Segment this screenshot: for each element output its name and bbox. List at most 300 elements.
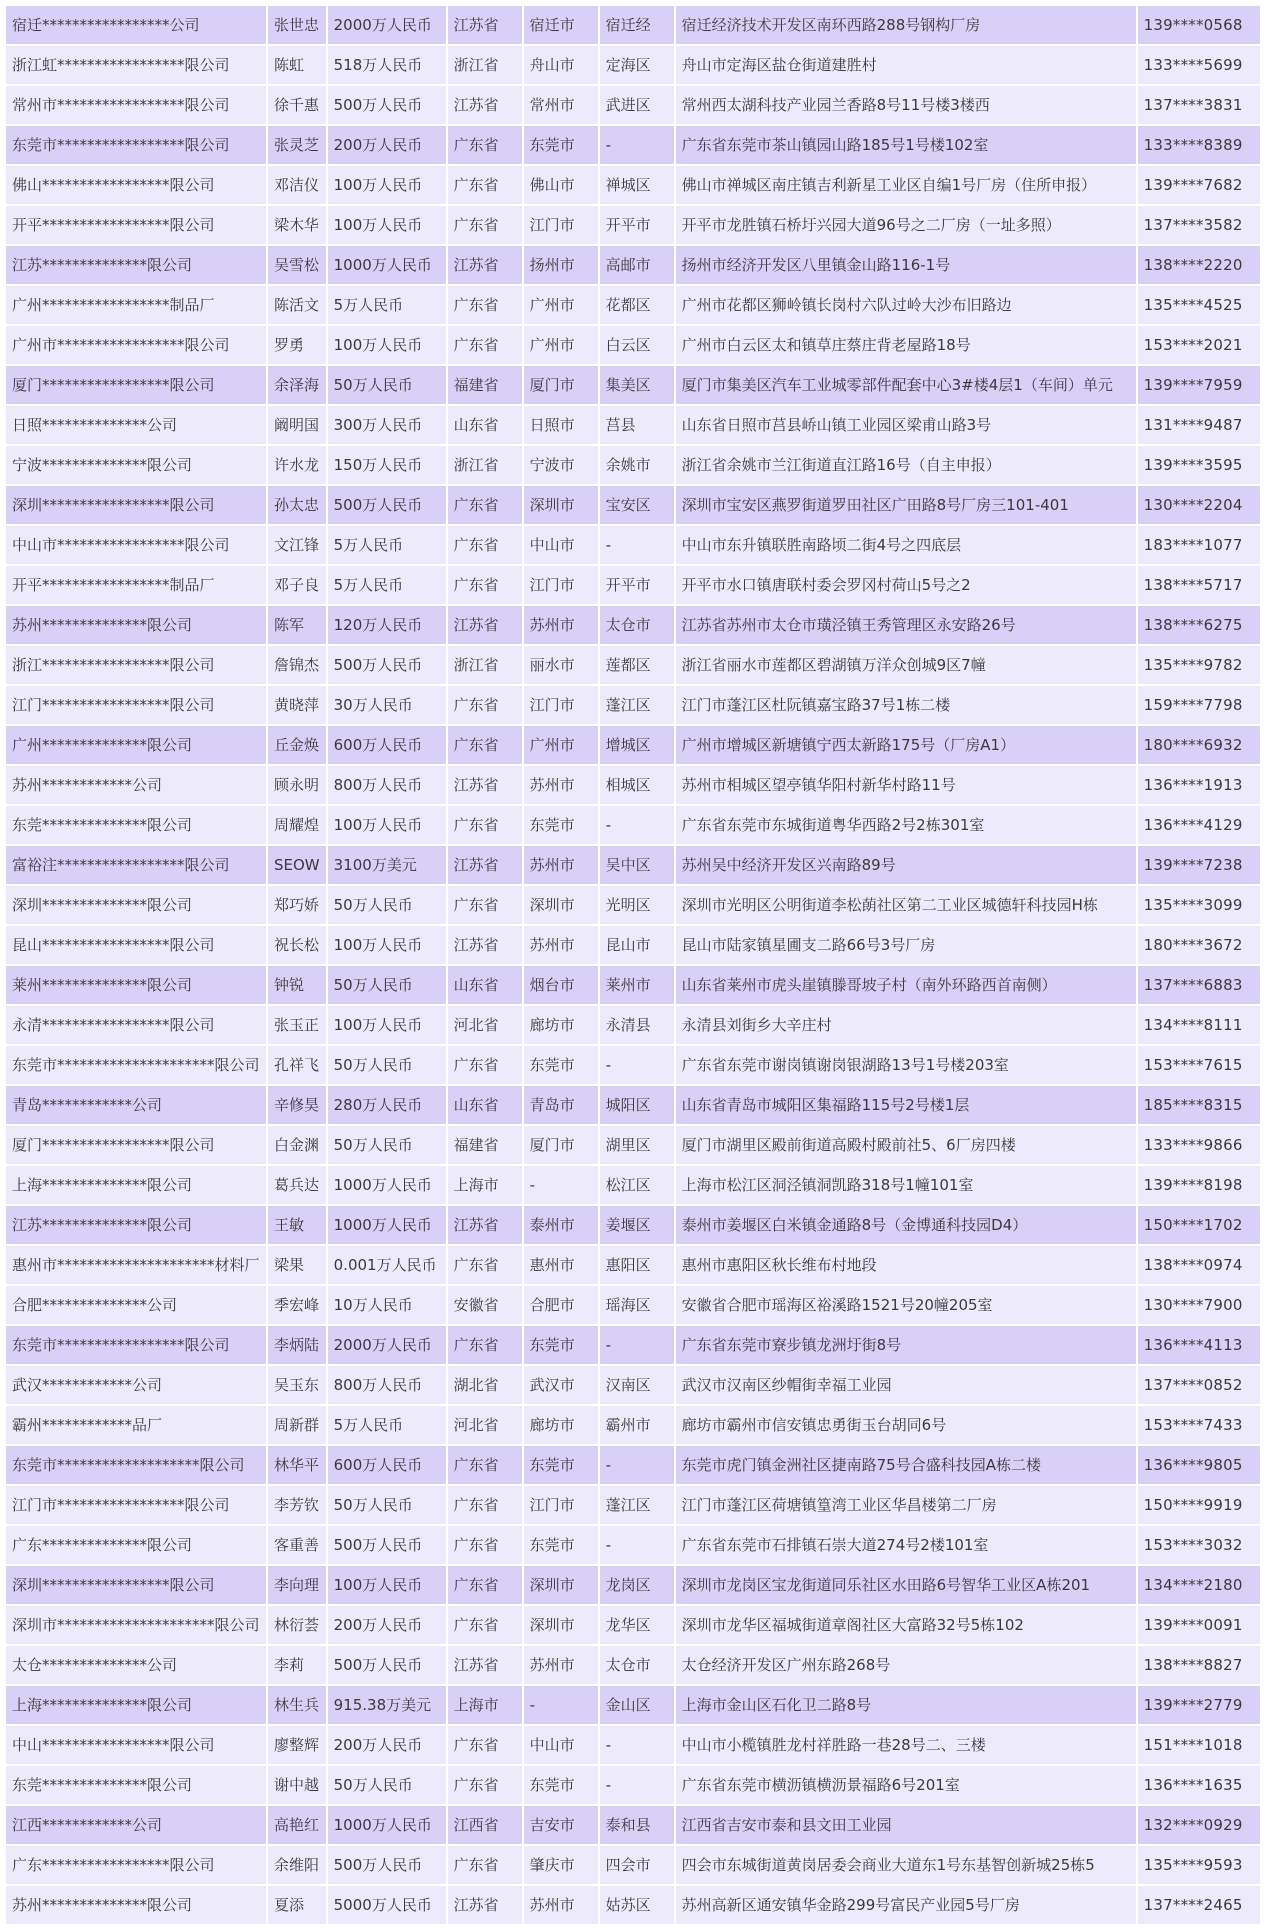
- cell-capital: 1000万人民币: [328, 1806, 446, 1844]
- cell-district: 武进区: [600, 86, 674, 124]
- cell-city: 丽水市: [524, 646, 598, 684]
- table-row: [6, 1126, 1260, 1164]
- cell-person: 李向理: [268, 1566, 326, 1604]
- cell-district: 高邮市: [600, 246, 674, 284]
- cell-address: 常州西太湖科技产业园兰香路8号11号楼3楼西: [676, 86, 1136, 124]
- cell-address: 扬州市经济开发区八里镇金山路116-1号: [676, 246, 1136, 284]
- cell-company: 太仓**************公司: [6, 1646, 266, 1684]
- cell-company: 东莞市*******************限公司: [6, 1446, 266, 1484]
- cell-person: 詹锦杰: [268, 646, 326, 684]
- cell-district: 泰和县: [600, 1806, 674, 1844]
- cell-district: 花都区: [600, 286, 674, 324]
- cell-city: 日照市: [524, 406, 598, 444]
- cell-phone: 139****7682: [1138, 166, 1260, 204]
- table-row: [6, 486, 1260, 524]
- cell-province: 浙江省: [448, 646, 522, 684]
- cell-province: 广东省: [448, 1246, 522, 1284]
- cell-address: 江门市蓬江区杜阮镇嘉宝路37号1栋二楼: [676, 686, 1136, 724]
- cell-address: 廊坊市霸州市信安镇忠勇街玉台胡同6号: [676, 1406, 1136, 1444]
- cell-city: 吉安市: [524, 1806, 598, 1844]
- cell-city: 苏州市: [524, 1886, 598, 1924]
- cell-capital: 50万人民币: [328, 366, 446, 404]
- cell-province: 江苏省: [448, 1646, 522, 1684]
- cell-city: 广州市: [524, 286, 598, 324]
- cell-person: 林衍荟: [268, 1606, 326, 1644]
- cell-company: 中山*****************限公司: [6, 1726, 266, 1764]
- cell-capital: 2000万人民币: [328, 1326, 446, 1364]
- cell-company: 深圳**************限公司: [6, 886, 266, 924]
- cell-person: 白金渊: [268, 1126, 326, 1164]
- cell-city: 东莞市: [524, 1446, 598, 1484]
- cell-phone: 139****3595: [1138, 446, 1260, 484]
- cell-capital: 1000万人民币: [328, 1206, 446, 1244]
- cell-phone: 135****4525: [1138, 286, 1260, 324]
- cell-phone: 139****2779: [1138, 1686, 1260, 1724]
- cell-district: -: [600, 806, 674, 844]
- cell-company: 江门市*****************限公司: [6, 1486, 266, 1524]
- table-row: [6, 1326, 1260, 1364]
- cell-city: 广州市: [524, 726, 598, 764]
- cell-person: 李莉: [268, 1646, 326, 1684]
- cell-province: 广东省: [448, 1846, 522, 1884]
- table-row: [6, 206, 1260, 244]
- cell-company: 惠州市*********************材料厂: [6, 1246, 266, 1284]
- cell-person: 王敏: [268, 1206, 326, 1244]
- cell-city: 东莞市: [524, 126, 598, 164]
- cell-district: 龙华区: [600, 1606, 674, 1644]
- cell-province: 广东省: [448, 486, 522, 524]
- cell-address: 惠州市惠阳区秋长维布村地段: [676, 1246, 1136, 1284]
- cell-company: 开平*****************制品厂: [6, 566, 266, 604]
- cell-company: 广州市*****************限公司: [6, 326, 266, 364]
- cell-person: 客重善: [268, 1526, 326, 1564]
- cell-phone: 139****7959: [1138, 366, 1260, 404]
- cell-company: 江西************公司: [6, 1806, 266, 1844]
- cell-person: 周新群: [268, 1406, 326, 1444]
- cell-province: 广东省: [448, 566, 522, 604]
- cell-capital: 50万人民币: [328, 1486, 446, 1524]
- cell-district: 集美区: [600, 366, 674, 404]
- cell-company: 东莞市*****************限公司: [6, 126, 266, 164]
- table-row: [6, 166, 1260, 204]
- table-row: [6, 1726, 1260, 1764]
- cell-district: 禅城区: [600, 166, 674, 204]
- table-row: [6, 286, 1260, 324]
- table-body: [6, 6, 1260, 1924]
- cell-district: 开平市: [600, 206, 674, 244]
- cell-address: 广东省东莞市东城街道粤华西路2号2栋301室: [676, 806, 1136, 844]
- cell-district: -: [600, 126, 674, 164]
- cell-person: 许水龙: [268, 446, 326, 484]
- cell-phone: 138****2220: [1138, 246, 1260, 284]
- cell-city: 厦门市: [524, 1126, 598, 1164]
- table-row: [6, 366, 1260, 404]
- cell-company: 昆山*****************限公司: [6, 926, 266, 964]
- cell-address: 舟山市定海区盐仓街道建胜村: [676, 46, 1136, 84]
- cell-company: 深圳市*********************限公司: [6, 1606, 266, 1644]
- table-row: [6, 1246, 1260, 1284]
- cell-phone: 150****1702: [1138, 1206, 1260, 1244]
- cell-person: 陈军: [268, 606, 326, 644]
- cell-district: 松江区: [600, 1166, 674, 1204]
- cell-province: 江苏省: [448, 6, 522, 44]
- table-row: [6, 1366, 1260, 1404]
- cell-person: 余维阳: [268, 1846, 326, 1884]
- table-row: [6, 1766, 1260, 1804]
- cell-district: -: [600, 1726, 674, 1764]
- table-row: [6, 1046, 1260, 1084]
- cell-city: 扬州市: [524, 246, 598, 284]
- cell-province: 山东省: [448, 406, 522, 444]
- cell-phone: 133****9866: [1138, 1126, 1260, 1164]
- cell-province: 江苏省: [448, 606, 522, 644]
- cell-address: 广东省东莞市石排镇石崇大道274号2楼101室: [676, 1526, 1136, 1564]
- cell-address: 浙江省丽水市莲都区碧湖镇万洋众创城9区7幢: [676, 646, 1136, 684]
- cell-province: 广东省: [448, 1326, 522, 1364]
- cell-company: 广州**************限公司: [6, 726, 266, 764]
- cell-company: 莱州**************限公司: [6, 966, 266, 1004]
- table-row: [6, 846, 1260, 884]
- cell-person: 祝长松: [268, 926, 326, 964]
- cell-company: 江苏**************限公司: [6, 246, 266, 284]
- cell-province: 山东省: [448, 1086, 522, 1124]
- cell-capital: 200万人民币: [328, 1726, 446, 1764]
- cell-address: 开平市龙胜镇石桥圩兴园大道96号之二厂房（一址多照）: [676, 206, 1136, 244]
- cell-person: 文江锋: [268, 526, 326, 564]
- cell-company: 东莞**************限公司: [6, 1766, 266, 1804]
- cell-address: 宿迁经济技术开发区南环西路288号钢构厂房: [676, 6, 1136, 44]
- cell-city: 青岛市: [524, 1086, 598, 1124]
- cell-city: 深圳市: [524, 486, 598, 524]
- table-row: [6, 126, 1260, 164]
- cell-address: 佛山市禅城区南庄镇吉利新星工业区自编1号厂房（住所申报）: [676, 166, 1136, 204]
- cell-city: 合肥市: [524, 1286, 598, 1324]
- cell-province: 广东省: [448, 526, 522, 564]
- cell-person: 孔祥飞: [268, 1046, 326, 1084]
- cell-province: 广东省: [448, 326, 522, 364]
- cell-district: -: [600, 1046, 674, 1084]
- cell-capital: 5万人民币: [328, 566, 446, 604]
- cell-capital: 500万人民币: [328, 1646, 446, 1684]
- cell-person: 夏添: [268, 1886, 326, 1924]
- cell-city: 苏州市: [524, 1646, 598, 1684]
- cell-person: 黄晓萍: [268, 686, 326, 724]
- cell-company: 中山市*****************限公司: [6, 526, 266, 564]
- cell-address: 中山市小榄镇胜龙村祥胜路一巷28号二、三楼: [676, 1726, 1136, 1764]
- table-row: [6, 526, 1260, 564]
- cell-person: 陈活文: [268, 286, 326, 324]
- table-row: [6, 1566, 1260, 1604]
- cell-capital: 800万人民币: [328, 766, 446, 804]
- cell-phone: 130****7900: [1138, 1286, 1260, 1324]
- cell-address: 深圳市光明区公明街道李松蓢社区第二工业区城德轩科技园H栋: [676, 886, 1136, 924]
- cell-capital: 500万人民币: [328, 86, 446, 124]
- cell-address: 苏州高新区通安镇华金路299号富民产业园5号厂房: [676, 1886, 1136, 1924]
- cell-province: 广东省: [448, 1766, 522, 1804]
- cell-address: 江门市蓬江区荷塘镇篁湾工业区华昌楼第二厂房: [676, 1486, 1136, 1524]
- cell-district: 蓬江区: [600, 686, 674, 724]
- cell-district: 惠阳区: [600, 1246, 674, 1284]
- cell-district: 汉南区: [600, 1366, 674, 1404]
- cell-capital: 50万人民币: [328, 886, 446, 924]
- cell-district: 宝安区: [600, 486, 674, 524]
- cell-province: 广东省: [448, 886, 522, 924]
- cell-district: 湖里区: [600, 1126, 674, 1164]
- cell-phone: 137****0852: [1138, 1366, 1260, 1404]
- cell-person: 郑巧娇: [268, 886, 326, 924]
- table-row: [6, 1846, 1260, 1884]
- cell-phone: 131****9487: [1138, 406, 1260, 444]
- cell-phone: 137****3831: [1138, 86, 1260, 124]
- cell-phone: 138****8827: [1138, 1646, 1260, 1684]
- cell-phone: 136****1913: [1138, 766, 1260, 804]
- cell-phone: 138****6275: [1138, 606, 1260, 644]
- table-row: [6, 246, 1260, 284]
- cell-city: 宿迁市: [524, 6, 598, 44]
- cell-person: 钟锐: [268, 966, 326, 1004]
- cell-district: 定海区: [600, 46, 674, 84]
- cell-province: 江苏省: [448, 246, 522, 284]
- cell-phone: 133****8389: [1138, 126, 1260, 164]
- cell-capital: 100万人民币: [328, 926, 446, 964]
- cell-district: 四会市: [600, 1846, 674, 1884]
- cell-person: 吴雪松: [268, 246, 326, 284]
- cell-province: 广东省: [448, 1446, 522, 1484]
- table-row: [6, 1086, 1260, 1124]
- cell-capital: 1000万人民币: [328, 246, 446, 284]
- cell-capital: 518万人民币: [328, 46, 446, 84]
- cell-person: 李芳钦: [268, 1486, 326, 1524]
- cell-province: 河北省: [448, 1006, 522, 1044]
- cell-capital: 100万人民币: [328, 206, 446, 244]
- cell-capital: 100万人民币: [328, 806, 446, 844]
- cell-address: 苏州吴中经济开发区兴南路89号: [676, 846, 1136, 884]
- cell-phone: 180****6932: [1138, 726, 1260, 764]
- cell-city: 江门市: [524, 566, 598, 604]
- cell-address: 广州市增城区新塘镇宁西太新路175号（厂房A1）: [676, 726, 1136, 764]
- cell-phone: 134****8111: [1138, 1006, 1260, 1044]
- cell-city: 东莞市: [524, 1326, 598, 1364]
- cell-district: 瑶海区: [600, 1286, 674, 1324]
- cell-phone: 159****7798: [1138, 686, 1260, 724]
- cell-capital: 500万人民币: [328, 1846, 446, 1884]
- cell-address: 深圳市龙岗区宝龙街道同乐社区水田路6号智华工业区A栋201: [676, 1566, 1136, 1604]
- table-row: [6, 726, 1260, 764]
- cell-district: 太仓市: [600, 1646, 674, 1684]
- cell-person: 陈虹: [268, 46, 326, 84]
- cell-capital: 600万人民币: [328, 1446, 446, 1484]
- cell-company: 厦门*****************限公司: [6, 366, 266, 404]
- cell-person: 邓子良: [268, 566, 326, 604]
- cell-district: 开平市: [600, 566, 674, 604]
- cell-company: 霸州************品厂: [6, 1406, 266, 1444]
- cell-province: 江苏省: [448, 926, 522, 964]
- cell-district: -: [600, 1446, 674, 1484]
- cell-capital: 200万人民币: [328, 1606, 446, 1644]
- company-table: [4, 4, 1262, 1926]
- cell-phone: 135****9593: [1138, 1846, 1260, 1884]
- cell-province: 安徽省: [448, 1286, 522, 1324]
- cell-district: -: [600, 1526, 674, 1564]
- cell-phone: 150****9919: [1138, 1486, 1260, 1524]
- cell-company: 青岛************公司: [6, 1086, 266, 1124]
- cell-city: 深圳市: [524, 1566, 598, 1604]
- table-row: [6, 1686, 1260, 1724]
- cell-city: 苏州市: [524, 846, 598, 884]
- cell-address: 昆山市陆家镇星圃支二路66号3号厂房: [676, 926, 1136, 964]
- cell-capital: 280万人民币: [328, 1086, 446, 1124]
- cell-person: 吴玉东: [268, 1366, 326, 1404]
- cell-city: 东莞市: [524, 806, 598, 844]
- cell-company: 日照**************公司: [6, 406, 266, 444]
- cell-company: 浙江*****************限公司: [6, 646, 266, 684]
- table-row: [6, 446, 1260, 484]
- cell-person: 梁果: [268, 1246, 326, 1284]
- cell-district: 龙岗区: [600, 1566, 674, 1604]
- table-row: [6, 406, 1260, 444]
- cell-phone: 136****4129: [1138, 806, 1260, 844]
- cell-company: 苏州**************限公司: [6, 1886, 266, 1924]
- cell-province: 广东省: [448, 726, 522, 764]
- cell-province: 上海市: [448, 1686, 522, 1724]
- cell-person: 周耀煌: [268, 806, 326, 844]
- cell-capital: 50万人民币: [328, 1046, 446, 1084]
- cell-person: 张灵芝: [268, 126, 326, 164]
- table-row: [6, 86, 1260, 124]
- cell-company: 东莞**************限公司: [6, 806, 266, 844]
- cell-person: 张世忠: [268, 6, 326, 44]
- cell-address: 深圳市龙华区福城街道章阁社区大富路32号5栋102: [676, 1606, 1136, 1644]
- cell-company: 宿迁*****************公司: [6, 6, 266, 44]
- table-row: [6, 1606, 1260, 1644]
- cell-person: 丘金焕: [268, 726, 326, 764]
- cell-person: 高艳红: [268, 1806, 326, 1844]
- cell-person: 顾永明: [268, 766, 326, 804]
- table-row: [6, 1806, 1260, 1844]
- cell-company: 上海**************限公司: [6, 1166, 266, 1204]
- cell-district: -: [600, 1326, 674, 1364]
- cell-district: 莱州市: [600, 966, 674, 1004]
- cell-city: 武汉市: [524, 1366, 598, 1404]
- cell-phone: 133****5699: [1138, 46, 1260, 84]
- cell-province: 广东省: [448, 1726, 522, 1764]
- cell-province: 江苏省: [448, 86, 522, 124]
- cell-province: 江苏省: [448, 846, 522, 884]
- cell-capital: 5万人民币: [328, 526, 446, 564]
- cell-province: 广东省: [448, 806, 522, 844]
- cell-city: -: [524, 1686, 598, 1724]
- cell-capital: 100万人民币: [328, 166, 446, 204]
- cell-city: 廊坊市: [524, 1006, 598, 1044]
- cell-address: 太仓经济开发区广州东路268号: [676, 1646, 1136, 1684]
- cell-city: 深圳市: [524, 1606, 598, 1644]
- cell-company: 江苏**************限公司: [6, 1206, 266, 1244]
- cell-person: 孙太忠: [268, 486, 326, 524]
- cell-person: 张玉正: [268, 1006, 326, 1044]
- cell-capital: 500万人民币: [328, 486, 446, 524]
- cell-district: 莲都区: [600, 646, 674, 684]
- cell-address: 泰州市姜堰区白米镇金通路8号（金博通科技园D4）: [676, 1206, 1136, 1244]
- cell-phone: 135****3099: [1138, 886, 1260, 924]
- cell-company: 富裕注*****************限公司: [6, 846, 266, 884]
- cell-capital: 100万人民币: [328, 1006, 446, 1044]
- cell-address: 武汉市汉南区纱帽街幸福工业园: [676, 1366, 1136, 1404]
- table-row: [6, 1646, 1260, 1684]
- cell-district: 宿迁经: [600, 6, 674, 44]
- cell-capital: 500万人民币: [328, 646, 446, 684]
- cell-company: 广州*****************制品厂: [6, 286, 266, 324]
- cell-address: 广东省东莞市茶山镇园山路185号1号楼102室: [676, 126, 1136, 164]
- cell-city: 肇庆市: [524, 1846, 598, 1884]
- cell-person: 林生兵: [268, 1686, 326, 1724]
- cell-province: 广东省: [448, 166, 522, 204]
- cell-capital: 300万人民币: [328, 406, 446, 444]
- cell-phone: 130****2204: [1138, 486, 1260, 524]
- cell-phone: 136****1635: [1138, 1766, 1260, 1804]
- cell-district: 蓬江区: [600, 1486, 674, 1524]
- cell-phone: 183****1077: [1138, 526, 1260, 564]
- cell-address: 中山市东升镇联胜南路顷二街4号之四底层: [676, 526, 1136, 564]
- cell-person: 阚明国: [268, 406, 326, 444]
- cell-capital: 50万人民币: [328, 1766, 446, 1804]
- cell-phone: 153****3032: [1138, 1526, 1260, 1564]
- cell-phone: 134****2180: [1138, 1566, 1260, 1604]
- cell-district: 城阳区: [600, 1086, 674, 1124]
- table-row: [6, 1886, 1260, 1924]
- cell-person: 徐千惠: [268, 86, 326, 124]
- cell-person: 季宏峰: [268, 1286, 326, 1324]
- cell-district: 姑苏区: [600, 1886, 674, 1924]
- table-row: [6, 1166, 1260, 1204]
- table-row: [6, 1206, 1260, 1244]
- cell-district: -: [600, 1766, 674, 1804]
- cell-district: 白云区: [600, 326, 674, 364]
- cell-district: 增城区: [600, 726, 674, 764]
- cell-address: 安徽省合肥市瑶海区裕溪路1521号20幢205室: [676, 1286, 1136, 1324]
- cell-city: 苏州市: [524, 606, 598, 644]
- cell-company: 东莞市*********************限公司: [6, 1046, 266, 1084]
- cell-district: 姜堰区: [600, 1206, 674, 1244]
- cell-address: 江苏省苏州市太仓市璜泾镇王秀管理区永安路26号: [676, 606, 1136, 644]
- cell-district: 金山区: [600, 1686, 674, 1724]
- cell-phone: 139****0091: [1138, 1606, 1260, 1644]
- table-row: [6, 1006, 1260, 1044]
- cell-city: 东莞市: [524, 1046, 598, 1084]
- cell-phone: 137****6883: [1138, 966, 1260, 1004]
- cell-phone: 138****5717: [1138, 566, 1260, 604]
- table-row: [6, 806, 1260, 844]
- cell-company: 东莞市*****************限公司: [6, 1326, 266, 1364]
- cell-address: 四会市东城街道黄岗居委会商业大道东1号东基智创新城25栋5: [676, 1846, 1136, 1884]
- table-row: [6, 926, 1260, 964]
- table-row: [6, 766, 1260, 804]
- cell-phone: 151****1018: [1138, 1726, 1260, 1764]
- cell-province: 广东省: [448, 686, 522, 724]
- cell-province: 山东省: [448, 966, 522, 1004]
- cell-city: 烟台市: [524, 966, 598, 1004]
- cell-province: 江苏省: [448, 1886, 522, 1924]
- cell-city: -: [524, 1166, 598, 1204]
- cell-province: 福建省: [448, 366, 522, 404]
- cell-phone: 137****2465: [1138, 1886, 1260, 1924]
- cell-phone: 180****3672: [1138, 926, 1260, 964]
- cell-address: 广东省东莞市寮步镇龙洲圩街8号: [676, 1326, 1136, 1364]
- cell-city: 江门市: [524, 686, 598, 724]
- cell-province: 浙江省: [448, 446, 522, 484]
- cell-company: 深圳*****************限公司: [6, 486, 266, 524]
- cell-phone: 138****0974: [1138, 1246, 1260, 1284]
- cell-company: 苏州**************限公司: [6, 606, 266, 644]
